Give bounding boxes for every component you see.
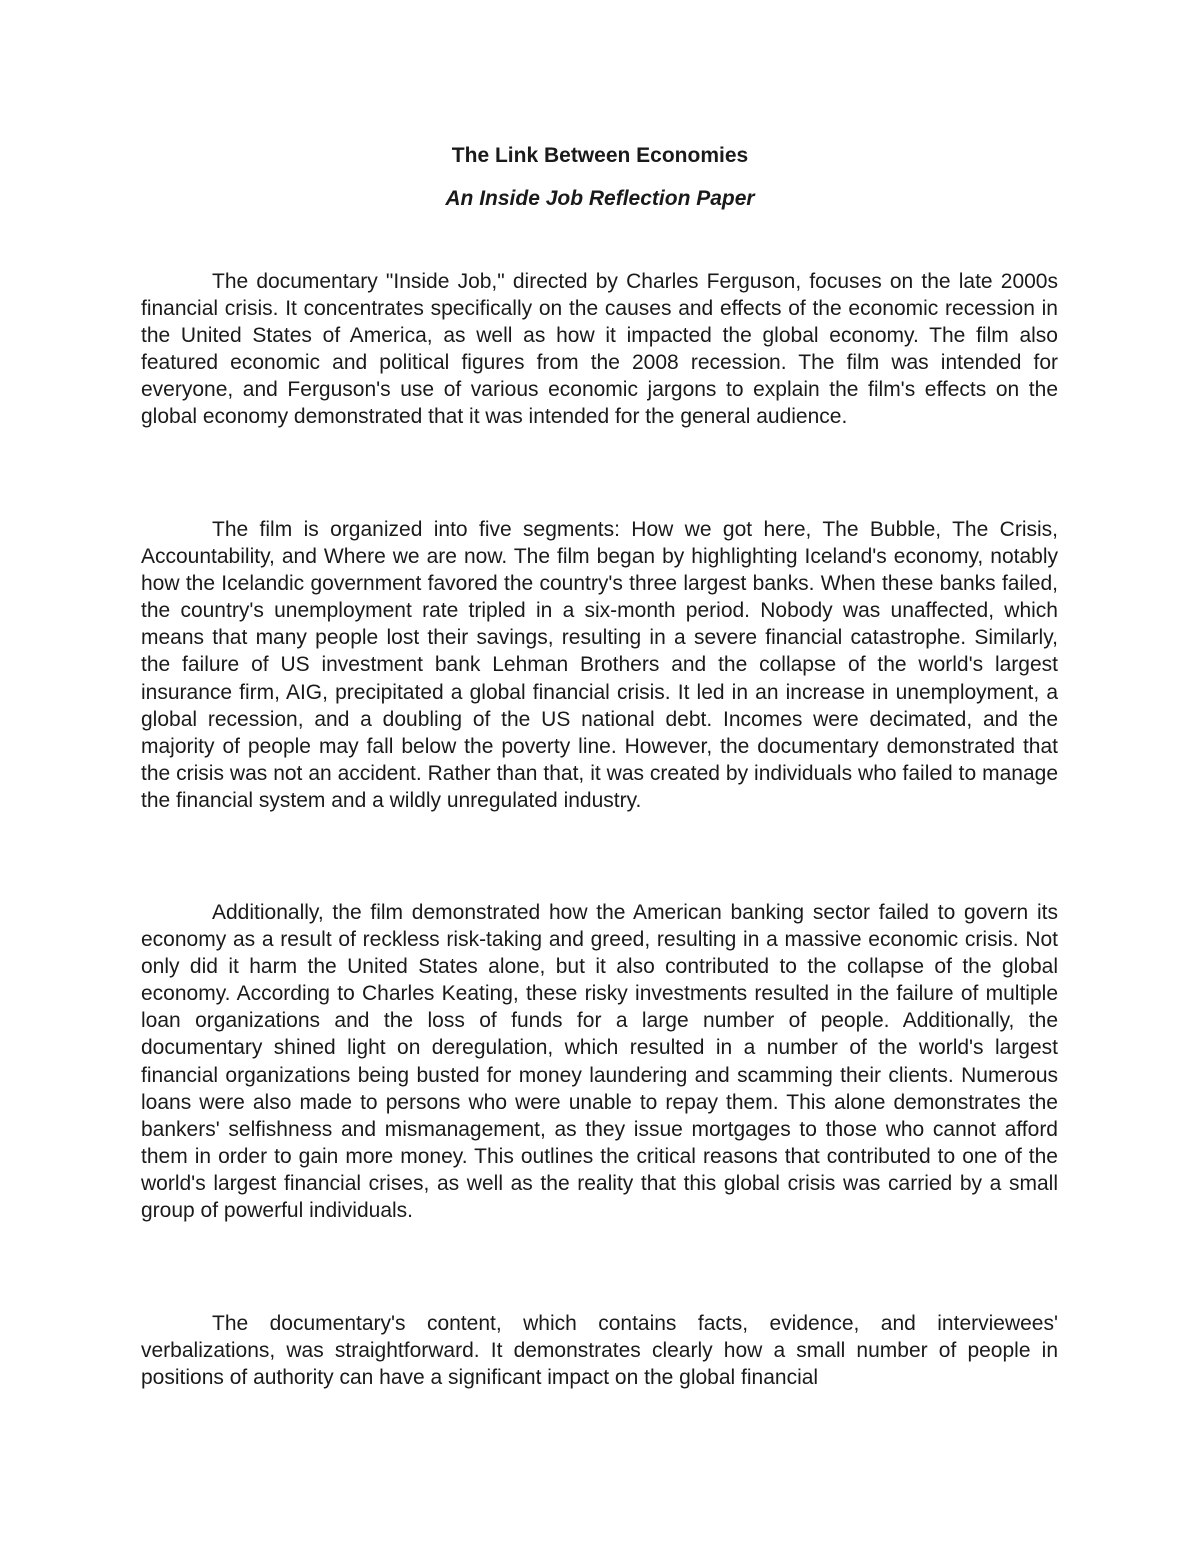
- paper-subtitle: An Inside Job Reflection Paper: [445, 187, 755, 210]
- paragraph-banking-sector: Additionally, the film demonstrated how the American banking sector failed to govern its economy as a result of reckless risk-taking and greed, resulting in a massive economic crisis. Not only did it harm the United States alone, but it also contributed to the collapse of the global economy. According to Charles Keating, these risky investments resulted in the failure of multiple loan organizations and the loss of funds for a large number of people. Additionally, the documentary shined light on deregulation, which resulted in a number of the world's largest financial organizations being busted for money laundering and scamming their clients. Numerous loans were also made to persons who were unable to repay them. This alone demonstrates the bankers' selfishness and mismanagement, as they issue mortgages to those who cannot afford them in order to gain more money. This outlines the critical reasons that contributed to one of the world's largest financial crises, as well as the reality that this global crisis was carried by a small group of powerful individuals.: [141, 901, 1058, 1223]
- paragraph-content: The documentary's content, which contains facts, evidence, and interviewees' verbalizations, was straightforward. It demonstrates clearly how a small number of people in positions of authority can have a significant impact on the global financial: [141, 1312, 1058, 1390]
- paper-title: The Link Between Economies: [451, 144, 749, 167]
- paragraph-segments: The film is organized into five segments: How we got here, The Bubble, The Crisis, Accountability, and Where we are now. The film began by highlighting Iceland's economy, notably how the Icelandic government favored the country's three largest banks. When these banks failed, the country's unemployment rate tripled in a six-month period. Nobody was unaffected, which means that many people lost their savings, resulting in a severe financial catastrophe. Similarly, the failure of US investment bank Lehman Brothers and the collapse of the world's largest insurance firm, AIG, precipitated a global financial crisis. It led in an increase in unemployment, a global recession, and a doubling of the US national debt. Incomes were decimated, and the majority of people may fall below the poverty line. However, the documentary demonstrated that the crisis was not an accident. Rather than that, it was created by individuals who failed to manage the financial system and a wildly unregulated industry.: [141, 518, 1058, 812]
- paragraph-intro: The documentary "Inside Job," directed by Charles Ferguson, focuses on the late 2000s financial crisis. It concentrates specifically on the causes and effects of the economic recession in the United States of America, as well as how it impacted the global economy. The film also featured economic and political figures from the 2008 recession. The film was intended for everyone, and Ferguson's use of various economic jargons to explain the film's effects on the global economy demonstrated that it was intended for the general audience.: [141, 270, 1058, 429]
